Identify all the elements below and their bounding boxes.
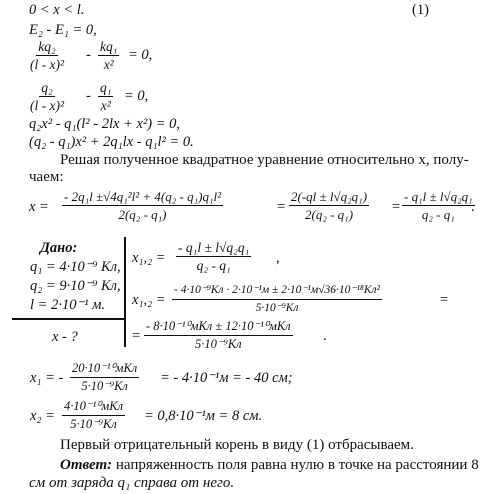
numerator: kq₁ [100, 39, 118, 54]
numerator: - 8·10⁻¹⁰мКл ± 12·10⁻¹⁰мКл [144, 319, 293, 336]
denominator: 2(q₂ - q₁) [118, 207, 167, 222]
denominator: 5·10⁻⁹Кл [195, 337, 242, 351]
given-q1: q₁ = 4·10⁻⁹ Кл, [30, 259, 121, 275]
equals-sign: = [392, 199, 401, 215]
equals-sign: = [277, 199, 286, 215]
quadratic-formula-fraction [62, 189, 223, 222]
fraction-q2 [28, 80, 66, 113]
denominator: q₂ - q₁ [196, 258, 231, 273]
numerator: q₁ [100, 80, 112, 95]
condition-range: 0 < x < l. [29, 2, 85, 18]
numerator: - q₁l ± l√q₂q₁ [178, 240, 250, 255]
comma: , [276, 250, 280, 266]
denominator: x² [103, 57, 114, 72]
equation-number: (1) [412, 2, 429, 18]
x2-label: x₂ = [30, 408, 55, 424]
solve-text-line-2: чаем: [29, 169, 64, 185]
field-difference-eq: E₂ - E₁ = 0, [29, 22, 97, 38]
numerator: - 2q₁l ±√4q₁²l² + 4(q₂ - q₁)q₁l² [64, 189, 221, 204]
x1-result: = - 4·10⁻¹м = - 40 см; [160, 370, 293, 386]
polynomial-eq-2: (q₂ - q₁)x² + 2q₁lx - q₁l² = 0. [29, 134, 194, 150]
denominator: 2(q₂ - q₁) [305, 207, 354, 222]
x2-fraction [62, 399, 125, 432]
denominator: 5·10⁻⁹Кл [255, 302, 299, 314]
fraction-kq1 [98, 39, 119, 72]
x1-label: x₁ = - [30, 370, 64, 386]
find-x: x - ? [52, 329, 78, 345]
equals-zero: = 0, [128, 47, 153, 63]
x12-numeric-label: x₁,₂ = [132, 292, 166, 308]
numerator: kq₂ [38, 39, 56, 54]
given-horizontal-divider [12, 318, 124, 320]
x1-fraction [70, 361, 139, 394]
numerator: 20·10⁻¹⁰мКл [70, 361, 139, 378]
denominator: q₂ - q₁ [421, 207, 455, 222]
fraction-kq2 [28, 39, 66, 72]
denominator: (l - x)² [30, 98, 65, 113]
given-title: Дано: [40, 240, 78, 256]
x-equals: x = [29, 199, 49, 215]
minus-sign: - [86, 47, 91, 63]
fraction-q1 [98, 80, 113, 113]
x12-numeric-fraction [172, 283, 382, 316]
x12-label: x₁,₂ = [132, 250, 166, 266]
denominator: 5·10⁻⁹Кл [81, 379, 128, 393]
simplified-fraction [289, 189, 369, 222]
numerator: - 4·10⁻⁹Кл · 2·10⁻¹м ± 2·10⁻¹м√36·10⁻¹⁸Кл² [172, 283, 382, 300]
x2-result: = 0,8·10⁻¹м = 8 см. [144, 408, 263, 424]
solve-text-line-1: Решая полученное квадратное уравнение относительно x, полу- [60, 152, 469, 168]
given-q2: q₂ = 9·10⁻⁹ Кл, [30, 278, 121, 294]
answer-line-1 [60, 457, 479, 473]
numerator: 4·10⁻¹⁰мКл [62, 399, 125, 416]
given-vertical-divider [124, 237, 126, 347]
answer-line-2: см от заряда q₁ справа от него. [29, 475, 235, 491]
period: . [323, 328, 327, 344]
given-l: l = 2·10⁻¹ м. [30, 297, 105, 313]
equals-sign: = [440, 292, 449, 308]
x12-fraction [176, 240, 251, 273]
numerator: 2(-ql ± l√q₂q₁) [291, 189, 368, 204]
equals-zero: = 0, [124, 88, 149, 104]
denominator: 5·10⁻⁹Кл [70, 417, 117, 431]
numerator: - q₁l ± l√q₂q₁ [404, 189, 473, 204]
discard-root-text: Первый отрицательный корень в виду (1) отбрасываем. [60, 437, 414, 453]
result-fraction [402, 189, 475, 222]
x12-reduced-fraction [144, 319, 293, 352]
denominator: (l - x)² [30, 57, 65, 72]
denominator: x² [100, 98, 111, 113]
period: . [471, 199, 475, 215]
polynomial-eq-1: q₂x² - q₁(l² - 2lx + x²) = 0, [29, 116, 180, 132]
numerator: q₂ [41, 80, 53, 95]
minus-sign: - [86, 88, 91, 104]
answer-label: Ответ: [60, 457, 113, 473]
answer-text-1: напряженность поля равна нулю в точке на расстоянии 8 [115, 457, 479, 473]
equals-sign: = [132, 328, 141, 344]
